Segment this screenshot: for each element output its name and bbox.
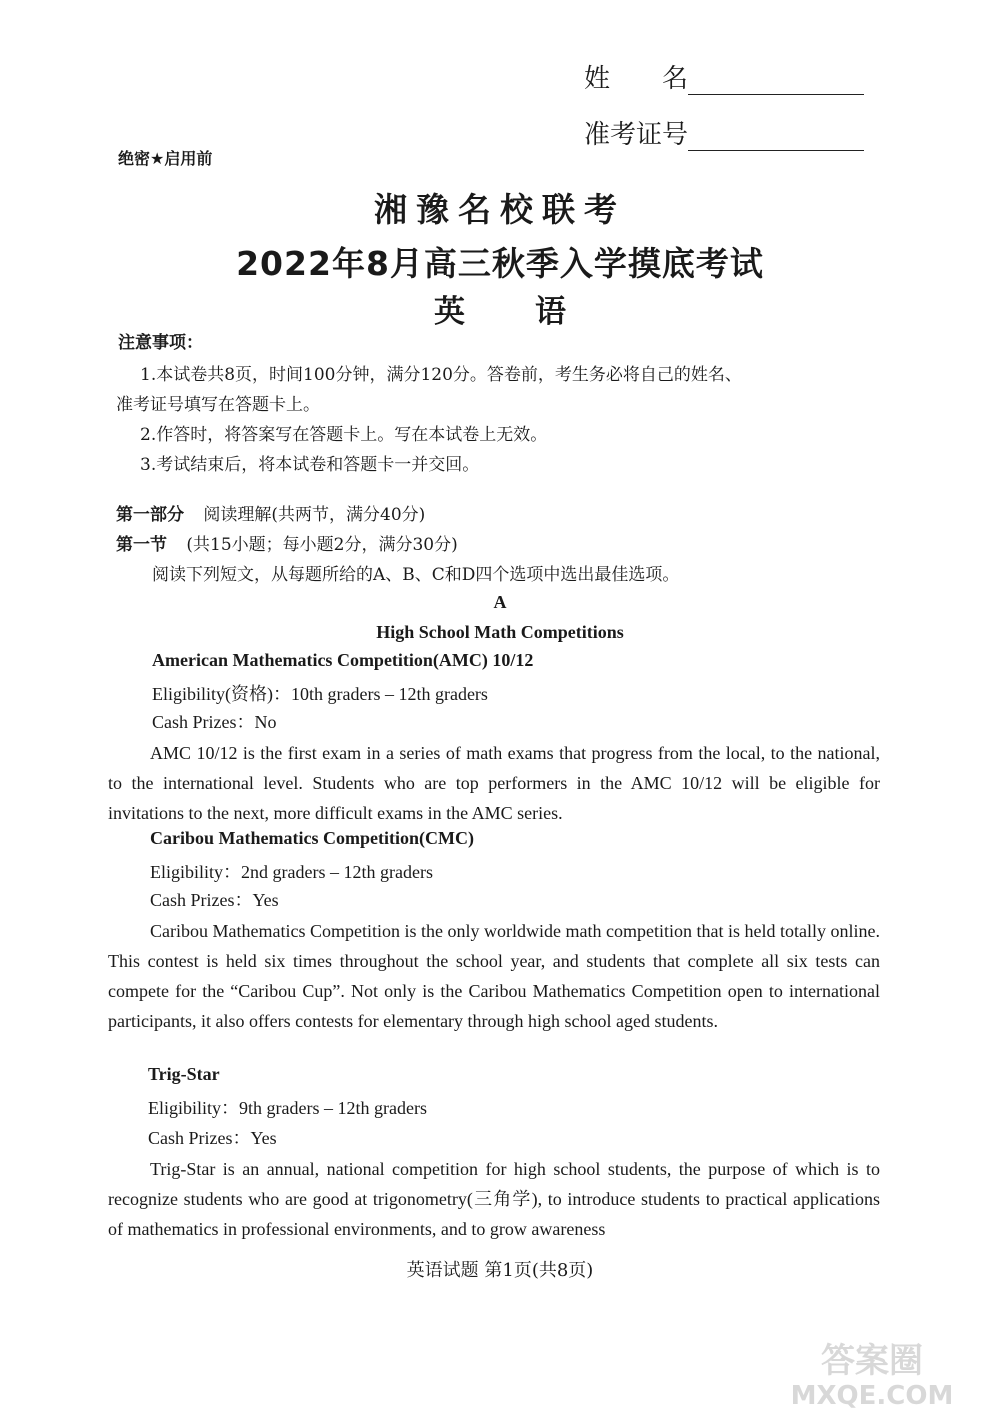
section-one-heading bbox=[116, 530, 458, 555]
competition-desc-cmc: Caribou Mathematics Competition is the only worldwide math competition that is held totally online. This contest is held six times throughout the school year, and students that complete all six tests can compete for the “Caribou Cup”. Not only is the Caribou Mathematics Competition open to international participants, it also offers contests for elementary through high school aged students. bbox=[108, 921, 880, 1031]
exam-id-label: 准考证号 bbox=[584, 120, 689, 150]
competition-cash-cmc: Cash Prizes：Yes bbox=[150, 890, 279, 910]
competition-name-trigstar: Trig-Star bbox=[148, 1064, 220, 1084]
competition-eligibility-trigstar: Eligibility：9th graders – 12th graders bbox=[148, 1098, 427, 1118]
competition-desc-trigstar: Trig-Star is an annual, national competition for high school students, the purpose of which is to recognize students who are good at trigonometry(三角学), to introduce students to practical applications of mathematics in professional environments, and to grow awareness bbox=[108, 1159, 880, 1239]
competition-cash-amc: Cash Prizes：No bbox=[152, 712, 277, 732]
passage-title: High School Math Competitions bbox=[376, 622, 624, 642]
section-one-label: 第一节 bbox=[116, 535, 167, 555]
passage-letter: A bbox=[493, 592, 507, 612]
competition-eligibility-amc: Eligibility(资格)：10th graders – 12th graders bbox=[152, 684, 488, 704]
competition-desc-amc: AMC 10/12 is the first exam in a series of math exams that progress from the local, to the national, to the international level. Students who are top performers in the AMC 10/12 will be eligible for invitations to the next, more difficult exams in the AMC series. bbox=[108, 743, 880, 823]
name-label: 姓 名 bbox=[584, 64, 689, 94]
part-one-title: 阅读理解(共两节，满分40分) bbox=[203, 505, 426, 525]
subject-title: 英语 bbox=[434, 294, 636, 330]
part-one-heading bbox=[116, 500, 425, 525]
competition-name-cmc: Caribou Mathematics Competition(CMC) bbox=[150, 828, 474, 848]
watermark-logo bbox=[772, 1330, 972, 1410]
exam-title: 2022年8月高三秋季入学摸底考试 bbox=[236, 244, 764, 283]
watermark-site-text: MXQE.COM bbox=[790, 1381, 954, 1410]
competition-eligibility-cmc: Eligibility：2nd graders – 12th graders bbox=[150, 862, 433, 882]
section-one-title: (共15小题；每小题2分，满分30分) bbox=[186, 535, 458, 555]
page-footer: 英语试题 第1页(共8页) bbox=[406, 1260, 594, 1281]
notice-item-3: 3.考试结束后，将本试卷和答题卡一并交回。 bbox=[140, 455, 480, 475]
part-one-label: 第一部分 bbox=[116, 505, 184, 525]
section-instruction: 阅读下列短文，从每题所给的A、B、C和D四个选项中选出最佳选项。 bbox=[152, 565, 680, 585]
exam-union-title: 湘豫名校联考 bbox=[374, 190, 626, 229]
name-blank[interactable] bbox=[688, 66, 864, 95]
exam-id-field-row bbox=[584, 114, 864, 151]
competition-cash-trigstar: Cash Prizes：Yes bbox=[148, 1128, 277, 1148]
notice-item-1-cont: 准考证号填写在答题卡上。 bbox=[116, 395, 320, 415]
notice-heading: 注意事项： bbox=[118, 333, 203, 353]
exam-id-blank[interactable] bbox=[688, 122, 864, 151]
confidential-mark: 绝密★启用前 bbox=[118, 149, 213, 168]
watermark-logo-text: 答案圈 bbox=[821, 1341, 923, 1381]
notice-item-2: 2.作答时，将答案写在答题卡上。写在本试卷上无效。 bbox=[140, 425, 548, 445]
name-field-row bbox=[584, 58, 864, 95]
competition-name-amc: American Mathematics Competition(AMC) 10/12 bbox=[152, 650, 534, 670]
notice-item-1: 1.本试卷共8页，时间100分钟，满分120分。答卷前，考生务必将自己的姓名、 bbox=[140, 365, 742, 385]
